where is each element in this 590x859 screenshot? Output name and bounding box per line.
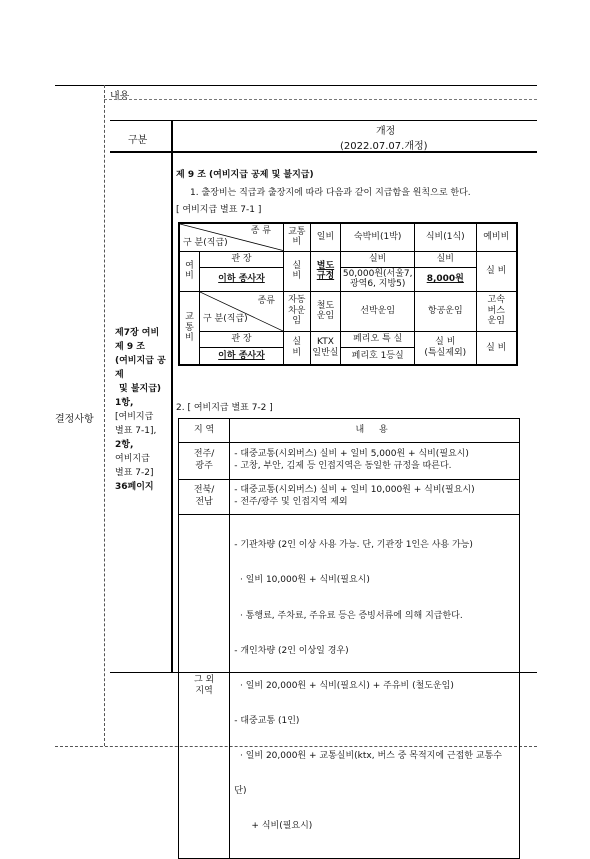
section-underline — [104, 99, 537, 100]
ref-line: 2항, — [115, 440, 134, 450]
ref-line: 별표 7-1], — [115, 426, 157, 436]
ref-line: 별표 7-2] — [115, 468, 154, 478]
table1-caption: [ 여비지급 별표 7-1 ] — [176, 205, 262, 215]
t2-region-jeonbuk: 전북/ 전남 — [179, 480, 230, 515]
content-line: · 일비 10,000원 + 식비(필요시) — [234, 575, 370, 586]
ref-line: 여비지급 — [115, 454, 150, 464]
expense-table-7-2 — [178, 418, 520, 859]
header-meal: 식비(1식) — [415, 223, 476, 251]
header-daily: 일비 — [310, 223, 341, 251]
ref-line: (여비지급 공제 — [115, 356, 166, 380]
content-line: 단) — [234, 785, 247, 796]
header-diagonal-cell — [179, 223, 283, 251]
article-ref — [115, 326, 171, 494]
g2-row1-grade: 관 장 — [199, 331, 283, 347]
main-col-divider — [171, 120, 173, 672]
main-header-top — [110, 120, 537, 121]
g2-rail: KTX 일반실 — [310, 331, 341, 365]
g1-lodging-r2: 50,000원(서울7, 광역6, 지방5) — [341, 267, 415, 291]
t2-content-jeonju — [230, 443, 520, 480]
content-line: · 통행료, 주차료, 주유료 등은 증빙서류에 의해 지급한다. — [234, 610, 463, 621]
g2-air: 실 비 (특실제외) — [415, 331, 476, 365]
content-line: - 기관차량 (2인 이상 사용 가능. 단, 기관장 1인은 사용 가능) — [234, 540, 473, 551]
t2-content-jeonbuk — [230, 480, 520, 515]
t2-header-region: 지 역 — [179, 419, 230, 443]
content-line: - 대중교통 (1인) — [234, 715, 300, 726]
header-grade: 구 분(직급) — [183, 238, 228, 249]
g2-car: 실 비 — [283, 331, 310, 365]
content-line: - 개인차량 (2인 이상일 경우) — [234, 645, 349, 656]
content-line: · 일비 20,000원 + 교통실비(ktx, 버스 중 목적지에 근접한 교통수 — [234, 750, 502, 761]
g1-row2-grade: 이하 종사자 — [199, 267, 283, 291]
header-col1: 구분 — [128, 135, 148, 146]
header2-bus: 고속 버스 운임 — [476, 291, 517, 331]
t2-region-other: 그 외 지역 — [179, 515, 230, 859]
header2-rail: 철도 운임 — [310, 291, 341, 331]
top-rule — [55, 85, 537, 86]
content-line: - 전주/광주 및 인접지역 제외 — [234, 497, 348, 507]
header2-grade: 구 분(직급) — [202, 314, 248, 325]
header-col2-date: (2022.07.07.개정) — [340, 141, 428, 152]
content-line: · 일비 20,000원 + 식비(필요시) + 주유비 (철도운임) — [234, 680, 454, 691]
content-line: - 고창, 부안, 김제 등 인접지역은 동일한 규정을 따른다. — [234, 461, 452, 471]
ref-line: 36페이지 — [115, 482, 154, 492]
t2-header-content: 내 용 — [230, 419, 520, 443]
t2-region-jeonju: 전주/ 광주 — [179, 443, 230, 480]
content-line: - 대중교통(시외버스) 실비 + 일비 5,000원 + 식비(필요시) — [234, 449, 469, 460]
ref-line: 및 불지급) — [119, 384, 162, 394]
header-transport: 교통 비 — [283, 223, 310, 251]
g2-ship-r1: 페리오 특 실 — [341, 331, 415, 347]
content-line: + 식비(필요시) — [234, 820, 313, 831]
paragraph-1: 1. 출장비는 직급과 출장지에 따라 다음과 같이 지급함을 원칙으로 한다. — [190, 188, 471, 198]
g1-transport: 실 비 — [283, 251, 310, 291]
expense-table-7-1 — [178, 222, 518, 366]
g1-row1-grade: 관 장 — [199, 251, 283, 267]
ref-line: 제7장 여비 — [115, 328, 160, 338]
header2-ship: 선박운임 — [341, 291, 415, 331]
g1-meal-r1: 실비 — [415, 251, 476, 267]
header2-kind: 종류 — [257, 295, 275, 306]
left-divider — [104, 85, 105, 746]
g1-lodging-r1: 실비 — [341, 251, 415, 267]
ref-line: 1항, — [115, 398, 134, 408]
ref-line: [여비지급 — [115, 412, 154, 422]
g2-bus: 실 비 — [476, 331, 517, 365]
content-line: - 대중교통(시외버스) 실비 + 일비 10,000원 + 식비(필요시) — [234, 485, 475, 496]
g1-reserve: 실 비 — [476, 251, 517, 291]
header2-air: 항공운임 — [415, 291, 476, 331]
header-kind: 종 류 — [250, 226, 271, 236]
g2-ship-r2: 페리호 1등실 — [341, 347, 415, 365]
header-col2-title: 개정 — [376, 126, 396, 137]
table2-caption: 2. [ 여비지급 별표 7-2 ] — [176, 403, 273, 413]
t2-content-other — [230, 515, 520, 859]
header-lodging: 숙박비(1박) — [341, 223, 415, 251]
group-travel: 여 비 — [179, 251, 199, 291]
article-title: 제 9 조 (여비지급 공제 및 불지급) — [176, 170, 314, 180]
group-transport: 교 통 비 — [179, 291, 199, 365]
header-reserve: 예비비 — [476, 223, 517, 251]
ref-line: 제 9 조 — [115, 342, 145, 352]
g1-meal-r2: 8,000원 — [415, 267, 476, 291]
left-label: 결정사항 — [55, 414, 94, 425]
g2-row2-grade: 이하 종사자 — [199, 347, 283, 365]
main-header-bottom — [110, 151, 537, 153]
header2-diagonal-cell — [199, 291, 283, 331]
header2-car: 자동 차운 임 — [283, 291, 310, 331]
section-label: 내용 — [110, 91, 130, 102]
g1-daily: 별도 규정 — [310, 251, 341, 291]
